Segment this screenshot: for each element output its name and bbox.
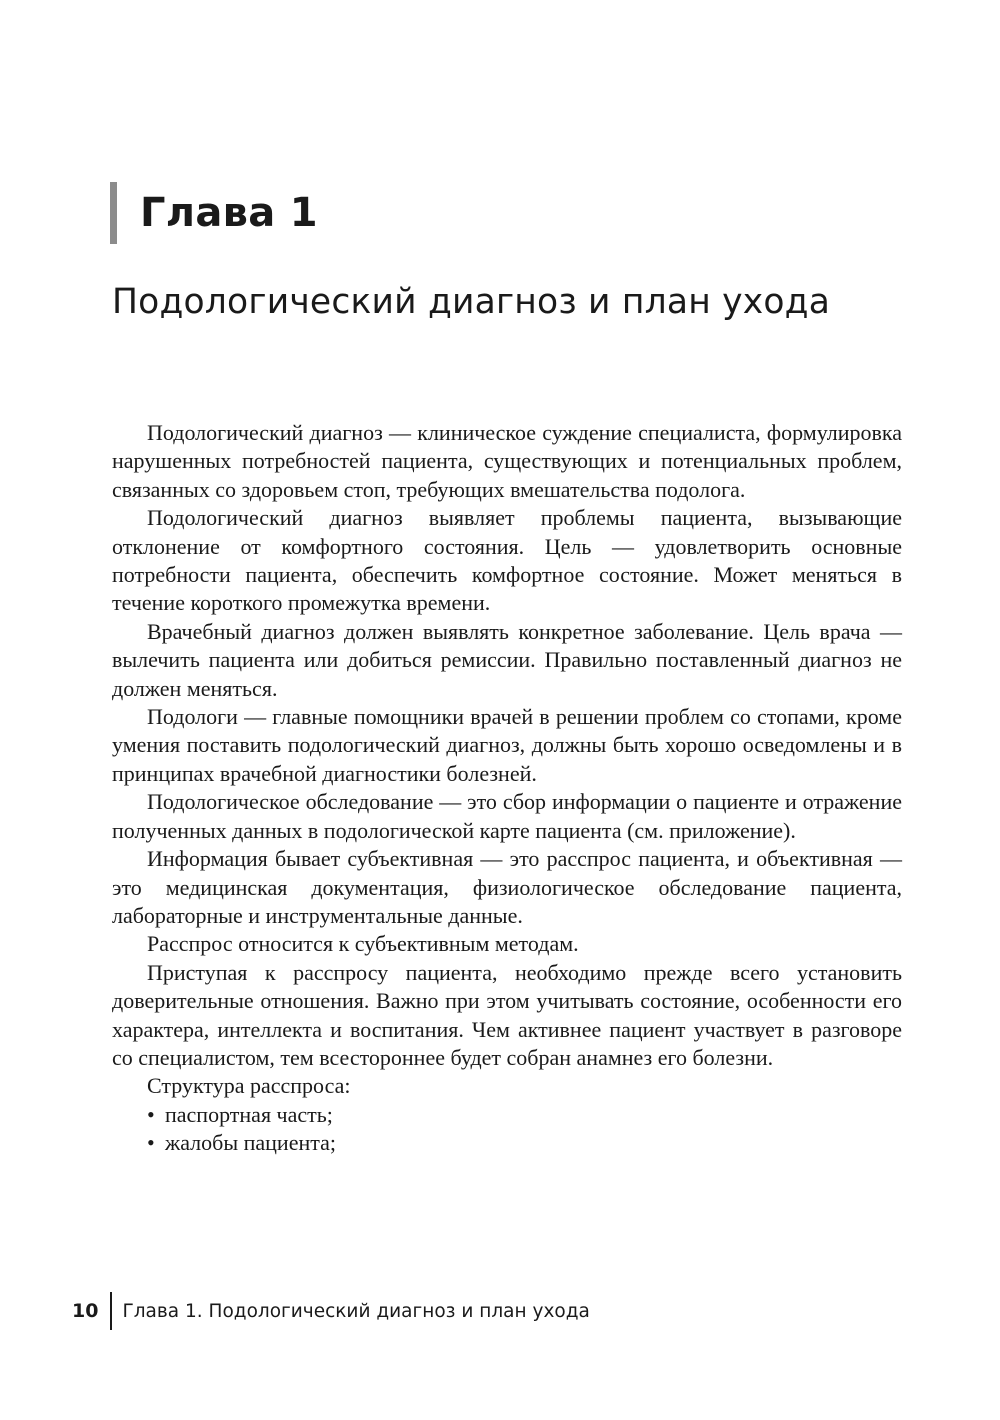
chapter-title: Подологический диагноз и план ухода xyxy=(112,282,831,322)
chapter-heading xyxy=(110,182,318,244)
list-item-text: жалобы пациента; xyxy=(165,1130,336,1156)
chapter-label: Глава 1 xyxy=(140,190,318,236)
paragraph: Подологический диагноз выявляет проблемы пациента, вызывающие отклонение от комфортного состояния. Цель — удовлетворить основные потребности пациента, обеспечить комфортное состояние. Может меняться в течение короткого промежутка времени. xyxy=(112,505,902,616)
page-number: 10 xyxy=(72,1300,99,1322)
chapter-accent-bar xyxy=(110,182,117,244)
paragraph: Расспрос относится к субъективным методам. xyxy=(147,931,579,957)
bullet-list xyxy=(112,1101,902,1158)
paragraph: Врачебный диагноз должен выявлять конкретное заболевание. Цель врача — вылечить пациента или добиться ремиссии. Правильно поставленный диагноз не должен меняться. xyxy=(112,618,902,701)
paragraph: Подологи — главные помощники врачей в решении проблем со стопами, кроме умения поставить подологический диагноз, должны быть хорошо осведомлены и в принципах врачебной диагностики болезней. xyxy=(112,704,902,786)
running-head: Глава 1. Подологический диагноз и план ухода xyxy=(122,1300,590,1322)
body-text xyxy=(112,419,902,1158)
page-footer xyxy=(72,1292,590,1330)
paragraph: Приступая к расспросу пациента, необходимо прежде всего установить доверительные отношения. Важно при этом учитывать состояние, особенности его характера, интеллекта и воспитания. Чем активнее пациент участвует в разговоре со специалистом, тем всестороннее будет собран анамнез его болезни. xyxy=(112,959,902,1070)
paragraph: Подологическое обследование — это сбор информации о пациенте и отражение полученных данных в подологической карте пациента (см. приложение). xyxy=(112,789,902,843)
paragraph: Структура расспроса: xyxy=(147,1073,351,1099)
bullet-icon: • xyxy=(147,1130,155,1156)
list-item xyxy=(112,1129,902,1157)
footer-divider xyxy=(110,1292,112,1330)
paragraph: Подологический диагноз — клиническое суждение специалиста, формулировка нарушенных потребностей пациента, существующих и потенциальных проблем, связанных со здоровьем стоп, требующих вмешательства подолога. xyxy=(112,420,902,502)
paragraph: Информация бывает субъективная — это расспрос пациента, и объективная — это медицинская документация, физиологическое обследование пациента, лабораторные и инструментальные данные. xyxy=(112,846,902,928)
bullet-icon: • xyxy=(147,1101,155,1127)
list-item xyxy=(112,1101,902,1129)
list-item-text: паспортная часть; xyxy=(165,1101,333,1127)
